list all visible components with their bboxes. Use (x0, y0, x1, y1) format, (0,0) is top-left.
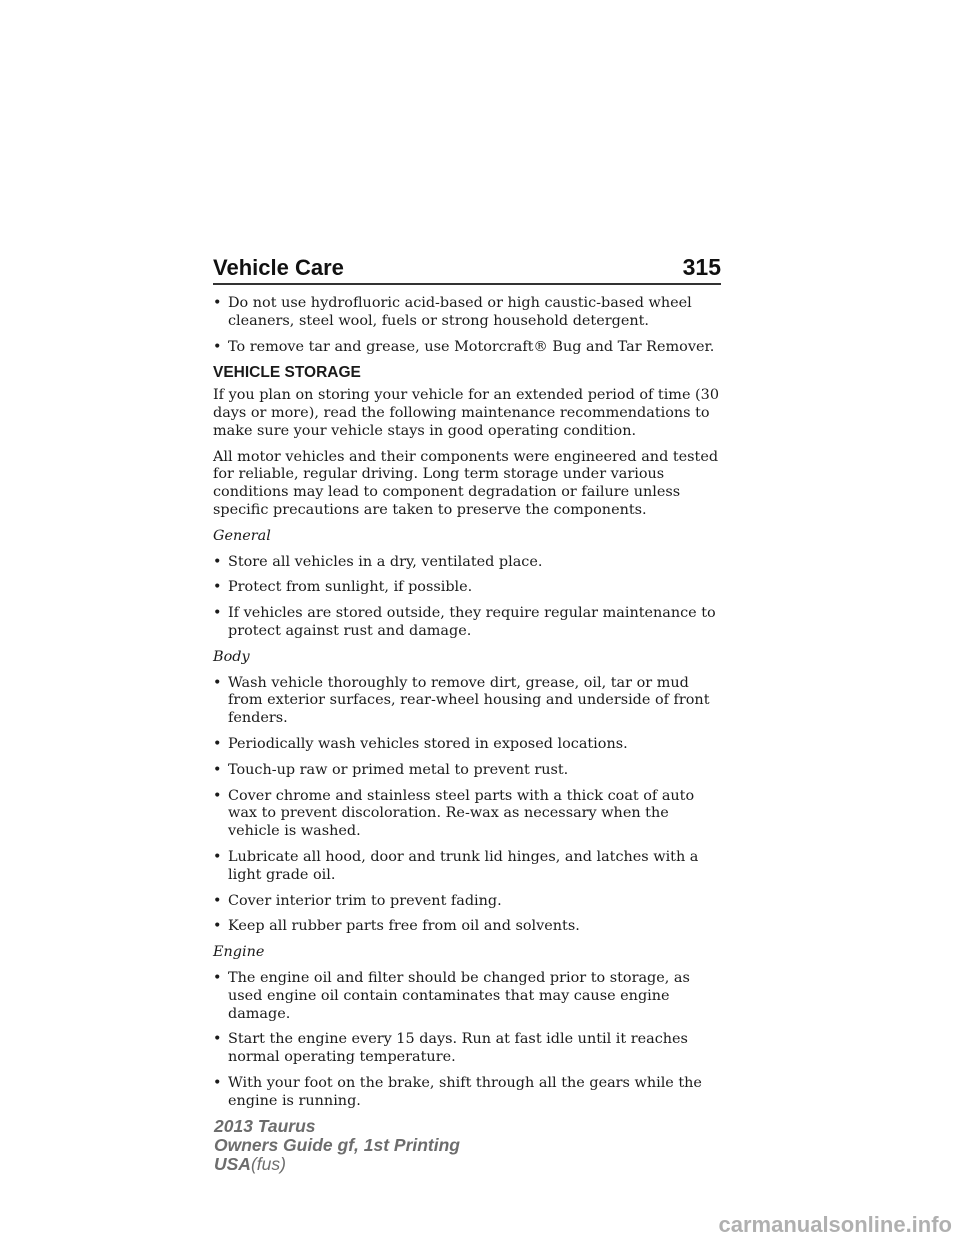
footer-region: USA (214, 1154, 251, 1174)
bullet-icon: • (213, 579, 222, 596)
vehicle-storage-heading: VEHICLE STORAGE (213, 364, 361, 382)
bullet-icon: • (213, 848, 222, 865)
list-item (213, 1031, 725, 1067)
list-item (213, 675, 725, 728)
list-item-text: Store all vehicles in a dry, ventilated place. (228, 553, 543, 570)
list-item-text: Keep all rubber parts free from oil and solvents. (228, 918, 580, 935)
list-item (213, 554, 725, 572)
list-item-text: Cover chrome and stainless steel parts with a thick coat of auto wax to prevent discoloration. Re-wax as necessary when the vehicle is washed. (228, 787, 695, 840)
intro-bullet-list (213, 295, 725, 356)
list-item-text: If vehicles are stored outside, they require regular maintenance to protect against rust and damage. (228, 605, 716, 639)
list-item (213, 893, 725, 911)
list-item-text: Wash vehicle thoroughly to remove dirt, grease, oil, tar or mud from exterior surfaces, rear-wheel housing and underside of front fenders. (228, 674, 710, 727)
site-watermark: carmanualsonline.info (718, 1212, 952, 1237)
list-item (213, 736, 725, 754)
list-item-text: With your foot on the brake, shift through all the gears while the engine is running. (228, 1074, 702, 1109)
page-number: 315 (682, 254, 721, 280)
list-item (213, 579, 725, 597)
body-subheading: Body (213, 648, 250, 665)
list-item (213, 918, 725, 936)
bullet-icon: • (213, 1031, 222, 1048)
page-header (213, 254, 721, 285)
list-item-text: Lubricate all hood, door and trunk lid hinges, and latches with a light grade oil. (228, 848, 699, 883)
list-item-text: Do not use hydrofluoric acid-based or high caustic-based wheel cleaners, steel wool, fuels or strong household detergent. (228, 295, 692, 329)
general-bullet-list (213, 554, 725, 641)
list-item-text: Cover interior trim to prevent fading. (228, 892, 502, 909)
bullet-icon: • (213, 295, 222, 311)
list-item (213, 788, 725, 841)
list-item-text: Periodically wash vehicles stored in exposed locations. (228, 735, 628, 752)
footer-region-line (214, 1155, 460, 1174)
document-footer (214, 1117, 460, 1174)
list-item-text: Protect from sunlight, if possible. (228, 579, 473, 596)
storage-paragraph: If you plan on storing your vehicle for an extended period of time (30 days or more), read the following maintenance recommendations to make sure your vehicle stays in good operating condition. (213, 387, 719, 439)
general-subheading: General (213, 527, 271, 544)
page-content (213, 295, 725, 1118)
engine-subheading: Engine (213, 944, 265, 961)
list-item-text: To remove tar and grease, use Motorcraft® Bug and Tar Remover. (228, 338, 715, 355)
bullet-icon: • (213, 969, 222, 986)
engine-bullet-list (213, 970, 725, 1111)
list-item-text: Touch-up raw or primed metal to prevent rust. (228, 761, 569, 778)
list-item (213, 970, 725, 1023)
footer-edition-line: Owners Guide gf, 1st Printing (214, 1135, 460, 1155)
list-item (213, 339, 725, 357)
bullet-icon: • (213, 674, 222, 691)
list-item (213, 295, 725, 331)
footer-model-line: 2013 Taurus (214, 1116, 316, 1136)
bullet-icon: • (213, 338, 222, 355)
footer-region-code: (fus) (250, 1154, 286, 1174)
bullet-icon: • (213, 1074, 222, 1091)
body-bullet-list (213, 675, 725, 937)
bullet-icon: • (213, 918, 222, 935)
list-item-text: Start the engine every 15 days. Run at fast idle until it reaches normal operating temperature. (228, 1031, 688, 1066)
list-item (213, 762, 725, 780)
list-item-text: The engine oil and filter should be changed prior to storage, as used engine oil contain contaminates that may cause engine damage. (228, 969, 690, 1022)
list-item (213, 605, 725, 641)
bullet-icon: • (213, 735, 222, 752)
bullet-icon: • (213, 605, 222, 622)
bullet-icon: • (213, 761, 222, 778)
bullet-icon: • (213, 892, 222, 909)
bullet-icon: • (213, 787, 222, 804)
list-item (213, 849, 725, 885)
list-item (213, 1075, 725, 1111)
storage-paragraph: All motor vehicles and their components were engineered and tested for reliable, regular driving. Long term storage under various conditions may lead to component degradation or failure unless specific precautions are taken to preserve the components. (213, 448, 719, 518)
bullet-icon: • (213, 553, 222, 570)
section-title: Vehicle Care (213, 255, 344, 280)
